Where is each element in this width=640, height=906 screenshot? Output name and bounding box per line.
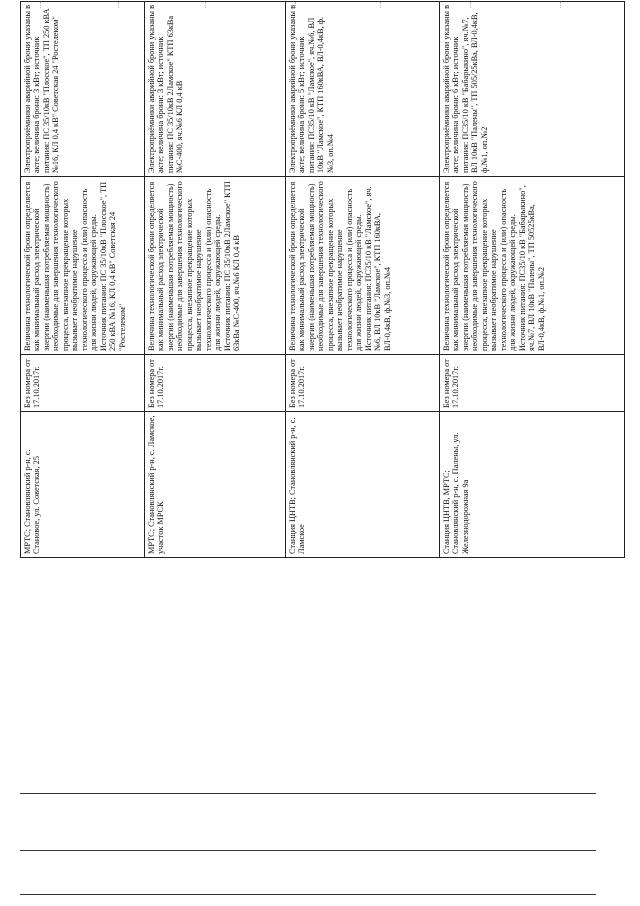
location-cell: Станция ЦНТВ, МРТС; Становлянский р-н, с. Палены, ул. Железнодорожная 9а bbox=[440, 412, 625, 558]
tech-reserve-cell: Величина технологической брони определяется как минимальный расход электрической энергии (наименьшая потребляемая мощность) необходимые для завершения технологического процесса, внезапное прекращение которых вызывает необратимое нарушение технологического процесса и (или) опасность для жизни людей, окружающей среды. Источник питания: ПС35/10 кВ "Бабарыкино", яч.№7, ВЛ 10кВ "Палены", ТП 50525кВа, ВЛ-0,4кВ, ф.№1, оп.№2 bbox=[440, 177, 625, 355]
table-row bbox=[145, 2, 286, 558]
table-row bbox=[440, 2, 625, 558]
location-cell: Станция ЦНТВ; Становлянский р-н, с. Ламское bbox=[286, 412, 440, 558]
emergency-reserve-cell: Электроприёмники аварийной брони указаны в акте; величина брони: 3 кВт; источник питания: ПС 35/10кВ 2Ламское" КТП 63кВа №С-400, яч.№6 КЛ 0,4 кВ bbox=[145, 2, 286, 177]
emergency-reserve-cell: Электроприёмники аварийной брони указаны в акте; величина брони: 5 кВт; источник питания: ПС35/10 кВ "Ламское", яч.№6, ВЛ 10кВ "Ламское", КТП 160кВА, ВЛ-0,4кВ, ф.№3, оп.№4 bbox=[286, 2, 440, 177]
divider-line bbox=[20, 850, 596, 851]
reserve-table bbox=[20, 1, 625, 558]
tech-reserve-cell: Величина технологической брони определяется как минимальный расход электрической энергии (наименьшая потребляемая мощность) необходимые для завершения технологического процесса, внезапное прекращение которых вызывает необратимое нарушение технологического процесса и (или) опасность для жизни людей, окружающей среды. Источник питания: ПС 35/10кВ "Плосское", ТП 250 кВА №16, КЛ 0,4 кВ" Советская 24 "Ростелеком" bbox=[21, 177, 145, 355]
table-row bbox=[21, 2, 145, 558]
emergency-reserve-cell: Электроприёмники аварийной брони указаны в акте; величина брони: 3 кВт; источник питания: ПС 35/10кВ "Плосское", ТП 250 кВА №16, КЛ 0,4 кВ" Советская 24 "Ростелеком" bbox=[21, 2, 145, 177]
table-row bbox=[286, 2, 440, 558]
divider-line bbox=[20, 793, 596, 794]
act-cell: Без номера от 17.10.2017г. bbox=[440, 355, 625, 412]
tech-reserve-cell: Величина технологической брони определяется как минимальный расход электрической энергии (наименьшая потребляемая мощность) необходимые для завершения технологического процесса, внезапное прекращение которых вызывает необратимое нарушение технологического процесса и (или) опасность для жизни людей, окружающей среды. Источник питания: ПС35/10 кВ "Ламское", яч.№6, ВЛ 10кВ "Ламское", КТП 160кВА, ВЛ-0,4кВ, ф.№3, оп.№4 bbox=[286, 177, 440, 355]
act-cell: Без номера от 17.10.2017г. bbox=[21, 355, 145, 412]
act-cell: Без номера от 17.10.2017г. bbox=[145, 355, 286, 412]
location-cell: МРТС; Становлянский р-н, с. Становое, ул. Советская, 25 bbox=[21, 412, 145, 558]
act-cell: Без номера от 17.10.2017г. bbox=[286, 355, 440, 412]
location-cell: МРТС; Становлянский р-н, с. Ламское, участок МРСК bbox=[145, 412, 286, 558]
rotated-table-wrapper bbox=[20, 2, 624, 558]
tech-reserve-cell: Величина технологической брони определяется как минимальный расход электрической энергии (наименьшая потребляемая мощность) необходимые для завершения технологического процесса, внезапное прекращение которых вызывает необратимое нарушение технологического процесса и (или) опасность для жизни людей, окружающей среды. Источник питания: ПС 35/10кВ 2Ламское" КТП 63кВа №С-400, яч.№6 КЛ 0,4 кВ bbox=[145, 177, 286, 355]
emergency-reserve-cell: Электроприёмники аварийной брони указаны в акте; величина брони: 6 кВт; источник питания: ПС35/10 кВ "Бабарыкино", яч.№7, ВЛ 10кВ "Палены", ТП 505/25кВа, ВЛ-0,4кВ, ф.№1, оп.№2 bbox=[440, 2, 625, 177]
divider-line bbox=[20, 894, 596, 895]
